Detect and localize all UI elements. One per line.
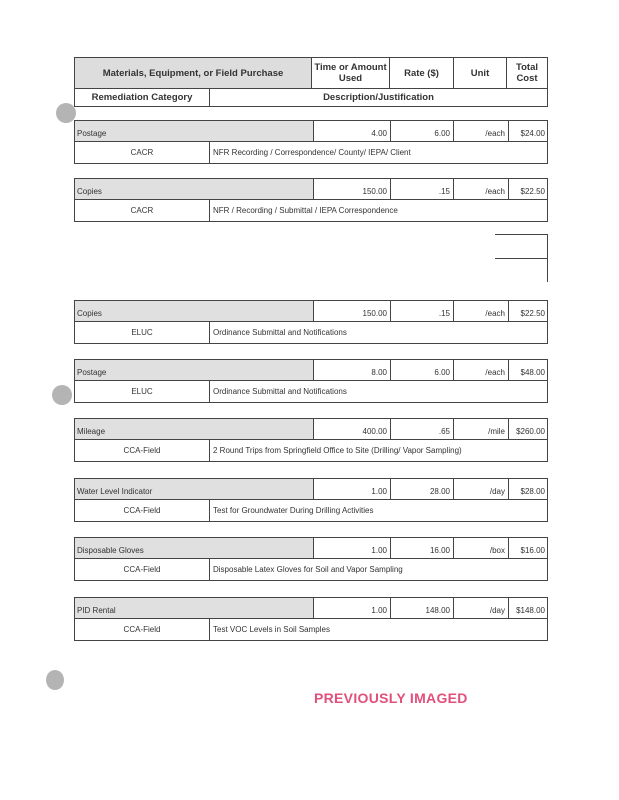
header-time: Time or Amount Used (314, 62, 387, 84)
item-name: Mileage (75, 419, 313, 439)
punch-hole-top (56, 103, 76, 123)
item-description: Test VOC Levels in Soil Samples (213, 625, 330, 634)
item-name: Copies (75, 301, 313, 321)
item-name: PID Rental (75, 598, 313, 618)
item-name: Disposable Gloves (75, 538, 313, 558)
item-rate: 6.00 (434, 368, 450, 377)
item-description: Test for Groundwater During Drilling Activities (213, 506, 374, 515)
punch-hole-middle (52, 385, 72, 405)
header-table (74, 57, 548, 107)
item-rate: 6.00 (434, 129, 450, 138)
line-item (74, 359, 548, 403)
header-category: Remediation Category (91, 92, 193, 103)
item-total: $16.00 (520, 546, 545, 555)
item-amount: 1.00 (371, 546, 387, 555)
line-item (74, 120, 548, 164)
item-total: $22.50 (520, 309, 545, 318)
item-category: CCA-Field (123, 446, 161, 455)
item-amount: 400.00 (362, 427, 387, 436)
item-unit: /each (485, 187, 505, 196)
header-materials: Materials, Equipment, or Field Purchase (75, 58, 311, 88)
header-rate: Rate ($) (404, 67, 439, 79)
item-unit: /each (485, 309, 505, 318)
item-rate: .65 (438, 427, 450, 436)
item-unit: /mile (488, 427, 505, 436)
item-category: ELUC (131, 328, 153, 337)
item-description: NFR Recording / Correspondence/ County/ IEPA/ Client (213, 148, 411, 157)
item-amount: 1.00 (371, 606, 387, 615)
item-category: CACR (130, 206, 154, 215)
header-unit: Unit (470, 67, 490, 79)
item-total: $148.00 (516, 606, 545, 615)
line-item (74, 300, 548, 344)
punch-hole-bottom (46, 670, 64, 690)
item-unit: /each (485, 368, 505, 377)
line-item (74, 178, 548, 222)
item-rate: .15 (438, 187, 450, 196)
item-description: NFR / Recording / Submittal / IEPA Correspondence (213, 206, 398, 215)
item-amount: 150.00 (362, 187, 387, 196)
item-name: Copies (75, 179, 313, 199)
header-description: Description/Justification (323, 92, 434, 103)
item-rate: 28.00 (429, 487, 450, 496)
item-rate: .15 (438, 309, 450, 318)
item-total: $22.50 (520, 187, 545, 196)
item-category: CCA-Field (123, 565, 161, 574)
item-name: Water Level Indicator (75, 479, 313, 499)
item-description: Disposable Latex Gloves for Soil and Vapor Sampling (213, 565, 403, 574)
item-rate: 16.00 (429, 546, 450, 555)
item-total: $28.00 (520, 487, 545, 496)
header-total: Total Cost (516, 62, 538, 84)
item-category: CCA-Field (123, 625, 161, 634)
item-description: Ordinance Submittal and Notifications (213, 387, 347, 396)
line-item (74, 418, 548, 462)
item-unit: /day (489, 606, 505, 615)
item-name: Postage (75, 121, 313, 141)
item-category: CCA-Field (123, 506, 161, 515)
previously-imaged-stamp: PREVIOUSLY IMAGED (314, 690, 468, 706)
item-total: $48.00 (520, 368, 545, 377)
item-name: Postage (75, 360, 313, 380)
item-unit: /box (489, 546, 505, 555)
item-amount: 8.00 (371, 368, 387, 377)
item-unit: /day (489, 487, 505, 496)
item-amount: 4.00 (371, 129, 387, 138)
item-amount: 150.00 (362, 309, 387, 318)
item-category: ELUC (131, 387, 153, 396)
item-total: $24.00 (520, 129, 545, 138)
item-rate: 148.00 (425, 606, 450, 615)
item-unit: /each (485, 129, 505, 138)
item-description: 2 Round Trips from Springfield Office to Site (Drilling/ Vapor Sampling) (213, 446, 462, 455)
item-total: $260.00 (516, 427, 545, 436)
item-category: CACR (130, 148, 154, 157)
line-item (74, 478, 548, 522)
item-amount: 1.00 (371, 487, 387, 496)
stray-box (495, 234, 548, 282)
line-item (74, 597, 548, 641)
item-description: Ordinance Submittal and Notifications (213, 328, 347, 337)
line-item (74, 537, 548, 581)
